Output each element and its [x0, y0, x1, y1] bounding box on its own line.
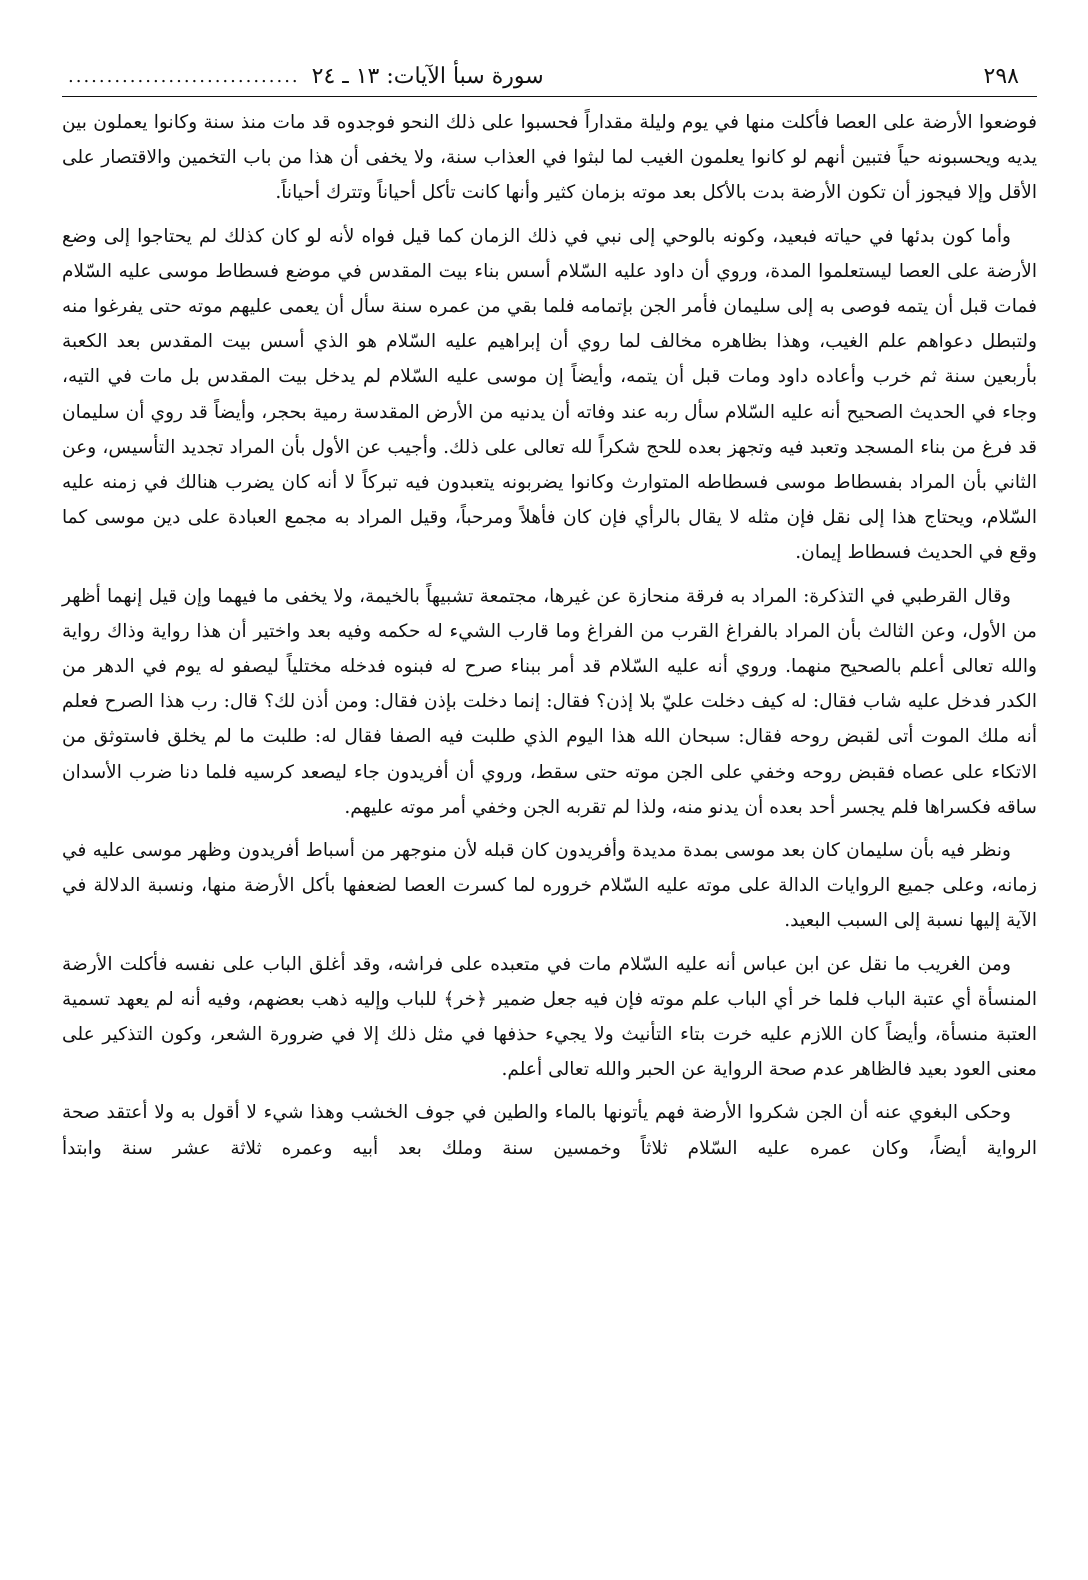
- paragraph-1: فوضعوا الأرضة على العصا فأكلت منها في يوم وليلة مقداراً فحسبوا على ذلك النحو فوجدوه قد مات منذ سنة وكانوا يعملون بين يديه ويحسبونه حياً فتبين أنهم لو كانوا يعلمون الغيب لما لبثوا في العذاب سنة، ولا يخفى أن هذا من باب التخمين والاقتصار على الأقل وإلا فيجوز أن تكون الأرضة بدت بالأكل بعد موته بزمان كثير وأنها كانت تأكل أحياناً وتترك أحياناً.: [62, 112, 1037, 204]
- paragraph-2: وأما كون بدئها في حياته فبعيد، وكونه بالوحي إلى نبي في ذلك الزمان كما قيل فواه لأنه لو كان كذلك لم يحتاجوا إلى وضع الأرضة على العصا ليستعلموا المدة، وروي أن داود عليه السّلام أسس بناء بيت المقدس في موضع فسطاط موسى عليه السّلام فمات قبل أن يتمه فوصى به إلى سليمان فأمر الجن بإتمامه فلما بقي من عمره سنة سأل أن يعمى عليهم موته حتى يفرغوا منه ولتبطل دعواهم علم الغيب، وهذا بظاهره مخالف لما روي أن إبراهيم عليه السّلام هو الذي أسس بيت المقدس بعد الكعبة بأربعين سنة ثم خرب وأعاده داود ومات قبل أن يتمه، وأيضاً إن موسى عليه السّلام لم يدخل بيت المقدس بل مات في التيه، وجاء في الحديث الصحيح أنه عليه السّلام سأل ربه عند وفاته أن يدنيه من الأرض المقدسة رمية بحجر، وأيضاً قد روي أن سليمان قد فرغ من بناء المسجد وتعبد فيه وتجهز بعده للحج شكراً لله تعالى على ذلك. وأجيب عن الأول بأن المراد تجديد التأسيس، وعن الثاني بأن المراد بفسطاط موسى فسطاطه المتوارث وكانوا يضربونه يتعبدون فيه تبركاً لا أنه كان يضرب هنالك في زمنه عليه السّلام، ويحتاج هذا إلى نقل فإن مثله لا يقال بالرأي فإن كان فأهلاً ومرحباً، وقيل المراد به مجمع العبادة على دين موسى كما وقع في الحديث فسطاط إيمان.: [62, 225, 1037, 564]
- paragraph-4: ونظر فيه بأن سليمان كان بعد موسى بمدة مديدة وأفريدون كان قبله لأن منوجهر من أسباط أفريدون وظهر موسى عليه في زمانه، وعلى جميع الروايات الدالة على موته عليه السّلام خروره لما كسرت العصا لضعفها بأكل الأرضة منها، ونسبة الدلالة في الآية إليها نسبة إلى السبب البعيد.: [62, 840, 1037, 932]
- title-leader-dots: ..............................: [68, 66, 300, 87]
- page-body: [62, 105, 1037, 1166]
- running-title: سورة سبأ الآيات: ١٣ ـ ٢٤: [311, 64, 544, 89]
- page-number: ٢٩٨: [983, 64, 1019, 89]
- page-header: [62, 60, 1037, 97]
- paragraph-6: وحكى البغوي عنه أن الجن شكروا الأرضة فهم يأتونها بالماء والطين في جوف الخشب وهذا شيء لا أقول به ولا أعتقد صحة الرواية أيضاً، وكان عمره عليه السّلام ثلاثاً وخمسين سنة وملك بعد أبيه وعمره ثلاثة عشر سنة وابتدأ: [62, 1102, 1037, 1159]
- running-title-wrap: [68, 60, 544, 94]
- paragraph-3: وقال القرطبي في التذكرة: المراد به فرقة منحازة عن غيرها، مجتمعة تشبيهاً بالخيمة، ولا يخفى ما فيهما وإن قيل إنهما أظهر من الأول، وعن الثالث بأن المراد بالفراغ القرب من الفراغ وما قارب الشيء له حكمه وفيه بعد واختير أن هذا رواية وذاك رواية والله تعالى أعلم بالصحيح منهما. وروي أنه عليه السّلام قد أمر ببناء صرح له فبنوه فدخله مختلياً ليصفو له يوم في الدهر من الكدر فدخل عليه شاب فقال: له كيف دخلت عليّ بلا إذن؟ فقال: إنما دخلت بإذن فقال: ومن أذن لك؟ قال: رب هذا الصرح فعلم أنه ملك الموت أتى لقبض روحه فقال: سبحان الله هذا اليوم الذي طلبت فيه الصفا فقال له: طلبت ما لم يخلق فاستوثق من الاتكاء على عصاه فقبض روحه وخفي على الجن موته حتى سقط، وروي أن أفريدون جاء ليصعد كرسيه فلما دنا ضرب الأسدان ساقه فكسراها فلم يجسر أحد بعده أن يدنو منه، ولذا لم تقربه الجن وخفي أمر موته عليهم.: [62, 585, 1037, 818]
- paragraph-5: ومن الغريب ما نقل عن ابن عباس أنه عليه السّلام مات في متعبده على فراشه، وقد أغلق الباب على نفسه فأكلت الأرضة المنسأة أي عتبة الباب فلما خر أي الباب علم موته فإن فيه جعل ضمير ﴿خر﴾ للباب وإليه ذهب بعضهم، وفيه أنه لم يعهد تسمية العتبة منسأة، وأيضاً كان اللازم عليه خرت بتاء التأنيث ولا يجيء حذفها في مثل ذلك إلا في ضرورة الشعر، وكون التذكير على معنى العود بعيد فالظاهر عدم صحة الرواية عن الحبر والله تعالى أعلم.: [62, 953, 1037, 1081]
- book-page: [62, 60, 1037, 1166]
